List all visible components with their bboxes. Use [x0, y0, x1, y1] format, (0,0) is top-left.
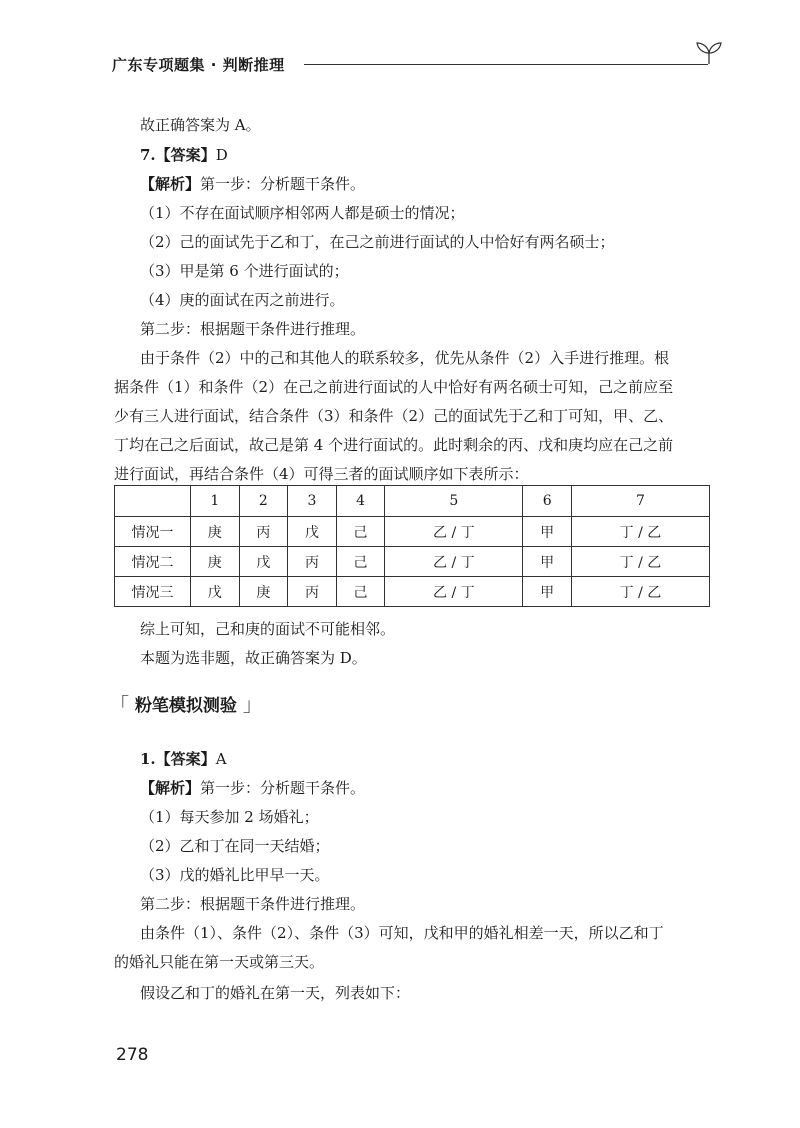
section-heading: [110, 690, 262, 717]
table-cell: 己: [336, 547, 385, 577]
table-row-label: 情况三: [115, 577, 191, 607]
table-row: [115, 517, 710, 547]
q7-step2: 第二步：根据题干条件进行推理。: [140, 320, 366, 338]
q7-analysis-label: 【解析】: [140, 175, 201, 193]
q1-answer-line: [140, 748, 227, 770]
q1-answer-value: A: [215, 750, 227, 768]
table-header-cell: 5: [385, 486, 523, 517]
q1-step1: 第一步：分析题干条件。: [200, 779, 366, 797]
table-cell: 戊: [191, 577, 240, 607]
table-cell: 丁 / 乙: [571, 577, 709, 607]
sprout-icon: [692, 40, 726, 66]
q1-condition-3: （3）戊的婚礼比甲早一天。: [140, 866, 330, 884]
table-cell: 乙 / 丁: [385, 517, 523, 547]
table-cell: 乙 / 丁: [385, 577, 523, 607]
table-header-row: [115, 486, 710, 517]
table-cell: 乙 / 丁: [385, 547, 523, 577]
q1-condition-1: （1）每天参加 2 场婚礼；: [140, 808, 319, 826]
table-cell: 丁 / 乙: [571, 547, 709, 577]
table-cell: 己: [336, 577, 385, 607]
q7-condition-3: （3）甲是第 6 个进行面试的；: [140, 262, 349, 280]
q7-reasoning-line-2: 据条件（1）和条件（2）在己之前进行面试的人中恰好有两名硕士可知，己之前应至: [114, 378, 674, 396]
q7-answer-line: [140, 144, 228, 166]
q1-reasoning-line-1: 由条件（1）、条件（2）、条件（3）可知，戊和甲的婚礼相差一天，所以乙和丁: [140, 924, 664, 942]
table-header-cell: 7: [571, 486, 709, 517]
running-header: [108, 40, 720, 80]
q1-answer-label: 【答案】: [155, 750, 216, 768]
table-header-cell: 1: [191, 486, 240, 517]
q1-step2: 第二步：根据题干条件进行推理。: [140, 895, 366, 913]
section-title: 粉笔模拟测验: [134, 696, 237, 716]
section-open-bracket: 「: [110, 694, 130, 716]
previous-conclusion: 故正确答案为 A。: [140, 116, 261, 134]
table-cell: 丙: [288, 547, 337, 577]
table-cell: 丁 / 乙: [571, 517, 709, 547]
q7-reasoning-line-5: 进行面试，再结合条件（4）可得三者的面试顺序如下表所示：: [114, 465, 529, 483]
table-row: [115, 577, 710, 607]
interview-order-table: [114, 485, 710, 607]
q7-reasoning-line-3: 少有三人进行面试，结合条件（3）和条件（2）己的面试先于乙和丁可知，甲、乙、: [114, 407, 674, 425]
q7-answer-label: 【答案】: [155, 146, 216, 164]
table-cell: 庚: [191, 517, 240, 547]
table-header-cell: 2: [239, 486, 288, 517]
q7-reasoning-line-1: 由于条件（2）中的己和其他人的联系较多，优先从条件（2）入手进行推理。根: [140, 349, 670, 367]
q7-answer-value: D: [215, 146, 228, 164]
q7-conclusion: 本题为选非题，故正确答案为 D。: [140, 649, 367, 667]
table-header-cell: 4: [336, 486, 385, 517]
q7-condition-4: （4）庚的面试在丙之前进行。: [140, 291, 345, 309]
q1-answer-number: 1.: [140, 750, 156, 768]
table-cell: 庚: [239, 577, 288, 607]
q1-analysis-line: [140, 777, 365, 799]
table-cell: 丙: [288, 577, 337, 607]
section-close-bracket: 」: [242, 694, 262, 716]
q7-step1: 第一步：分析题干条件。: [200, 175, 366, 193]
header-rule: [304, 64, 708, 65]
table-cell: 甲: [523, 517, 572, 547]
page-number: 278: [116, 1045, 149, 1065]
table-cell: 庚: [191, 547, 240, 577]
q1-analysis-label: 【解析】: [140, 779, 201, 797]
header-title: 广东专项题集 · 判断推理: [112, 56, 285, 74]
q7-analysis-line: [140, 173, 365, 195]
q7-condition-1: （1）不存在面试顺序相邻两人都是硕士的情况；: [140, 204, 465, 222]
q1-reasoning-line-2: 的婚礼只能在第一天或第三天。: [114, 953, 325, 971]
table-cell: 己: [336, 517, 385, 547]
table-header-cell: 3: [288, 486, 337, 517]
table-header-cell: 6: [523, 486, 572, 517]
table-header-cell: [115, 486, 191, 517]
table-cell: 戊: [288, 517, 337, 547]
table-cell: 甲: [523, 547, 572, 577]
table-cell: 丙: [239, 517, 288, 547]
q7-answer-number: 7.: [140, 146, 156, 164]
q7-summary: 综上可知，己和庚的面试不可能相邻。: [140, 620, 396, 638]
q7-reasoning-line-4: 丁均在己之后面试，故己是第 4 个进行面试的。此时剩余的丙、戊和庚均应在己之前: [114, 436, 674, 454]
q7-condition-2: （2）己的面试先于乙和丁，在己之前进行面试的人中恰好有两名硕士；: [140, 233, 615, 251]
table-row-label: 情况二: [115, 547, 191, 577]
table-row-label: 情况一: [115, 517, 191, 547]
q1-assumption: 假设乙和丁的婚礼在第一天，列表如下：: [140, 984, 411, 1002]
table-row: [115, 547, 710, 577]
table-cell: 戊: [239, 547, 288, 577]
q1-condition-2: （2）乙和丁在同一天结婚；: [140, 837, 330, 855]
table-cell: 甲: [523, 577, 572, 607]
